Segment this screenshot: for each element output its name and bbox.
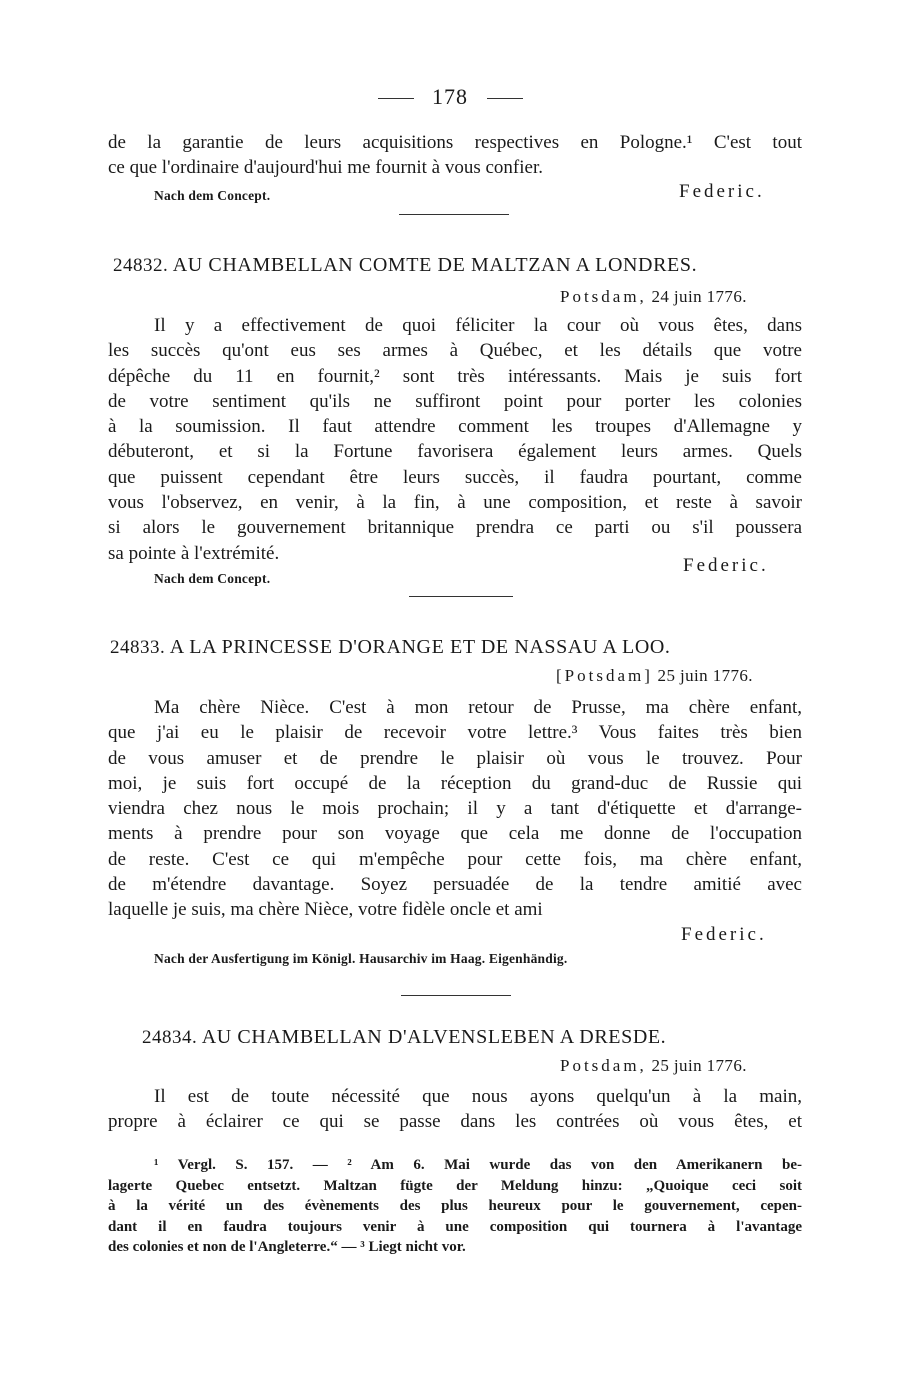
- text-line: moi, je suis fort occupé de la réception du grand-duc de Russie qui: [108, 772, 802, 794]
- text-line: Il est de toute nécessité que nous ayons quelqu'un à la main,: [154, 1086, 802, 1107]
- letter-place: Potsdam,: [560, 287, 647, 306]
- letter-dateline: [560, 1056, 747, 1076]
- letter-title: AU CHAMBELLAN D'ALVENSLEBEN A DRESDE.: [201, 1026, 667, 1048]
- text-line: dépêche du 11 en fournit,² sont très intéressants. Mais je suis fort: [108, 365, 802, 387]
- letter-number: 24832.: [113, 255, 169, 276]
- text-line: à la soumission. Il faut attendre comment les troupes d'Allemagne y: [108, 416, 802, 438]
- text-line: Il y a effectivement de quoi féliciter la cour où vous êtes, dans: [154, 315, 802, 336]
- text-line: de la garantie de leurs acquisitions respectives en Pologne.¹ C'est tout: [108, 132, 802, 153]
- text-line: que j'ai eu le plaisir de recevoir votre lettre.³ Vous faites très bien: [108, 722, 802, 744]
- letter-body: [108, 695, 802, 923]
- text-line: ce que l'ordinaire d'aujourd'hui me fournit à vous confier.: [108, 157, 543, 179]
- footnote-line: lagerte Quebec entsetzt. Maltzan fügte der Meldung hinzu: „Quoique ceci soit: [108, 1177, 802, 1194]
- letter-heading: [110, 636, 671, 659]
- source-note: Nach der Ausfertigung im Königl. Hausarchiv im Haag. Eigenhändig.: [154, 951, 568, 966]
- text-line: de reste. C'est ce qui m'empêche pour cette fois, ma chère enfant,: [108, 848, 802, 870]
- separator-rule: [401, 995, 511, 996]
- text-line: vous l'observez, en venir, à la fin, à une composition, et reste à savoir: [108, 492, 802, 514]
- source-note: Nach dem Concept.: [154, 571, 271, 586]
- letter-dateline: [556, 666, 753, 686]
- text-line: que puissent cependant être leurs succès, il faudra pourtant, comme: [108, 466, 802, 488]
- continued-letter-body: [108, 130, 802, 181]
- letter-date: 25 juin 1776.: [657, 666, 753, 685]
- text-line: sa pointe à l'extrémité.: [108, 542, 280, 564]
- letter-heading: [113, 254, 697, 277]
- letter-date: 24 juin 1776.: [651, 287, 747, 306]
- letter-heading: [142, 1026, 666, 1049]
- signature: Federic.: [681, 924, 767, 945]
- signature: Federic.: [679, 181, 765, 202]
- signature: Federic.: [683, 555, 769, 576]
- text-line: propre à éclairer ce qui se passe dans les contrées où vous êtes, et: [108, 1111, 802, 1133]
- text-line: Ma chère Nièce. C'est à mon retour de Prusse, ma chère enfant,: [154, 697, 802, 718]
- text-line: si alors le gouvernement britannique prendra ce parti ou s'il poussera: [108, 517, 802, 539]
- separator-rule: [409, 596, 513, 597]
- footnote-line: des colonies et non de l'Angleterre.“ — ³ Liegt nicht vor.: [108, 1239, 466, 1256]
- text-line: de m'étendre davantage. Soyez persuadée de la tendre amitié avec: [108, 874, 802, 896]
- text-line: de votre sentiment qu'ils ne suffiront point pour porter les colonies: [108, 390, 802, 412]
- footnote-line: dant il en faudra toujours venir à une composition qui tournera à l'avantage: [108, 1218, 802, 1235]
- page-header: [0, 84, 900, 110]
- footnote-line: ¹ Vergl. S. 157. — ² Am 6. Mai wurde das von den Amerikanern be-: [154, 1157, 802, 1173]
- text-line: laquelle je suis, ma chère Nièce, votre fidèle oncle et ami: [108, 899, 543, 921]
- text-line: viendra chez nous le mois prochain; il y a tant d'étiquette et d'arrange-: [108, 798, 802, 820]
- letter-title: AU CHAMBELLAN COMTE DE MALTZAN A LONDRES.: [172, 254, 698, 276]
- letter-dateline: [560, 287, 747, 307]
- letter-body: [108, 1084, 802, 1135]
- header-dash-right: [487, 98, 523, 99]
- text-line: débuteront, et si la Fortune favorisera également leurs armes. Quels: [108, 441, 802, 463]
- letter-title: A LA PRINCESSE D'ORANGE ET DE NASSAU A LOO.: [169, 636, 671, 658]
- separator-rule: [399, 214, 509, 215]
- text-line: de vous amuser et de prendre le plaisir où vous le trouvez. Pour: [108, 747, 802, 769]
- letter-place: [Potsdam]: [556, 666, 653, 685]
- text-line: ments à prendre pour son voyage que cela me donne de l'occupation: [108, 823, 802, 845]
- footnotes: [108, 1155, 802, 1258]
- letter-date: 25 juin 1776.: [651, 1056, 747, 1075]
- letter-number: 24833.: [110, 637, 166, 658]
- text-line: les succès qu'ont eus ses armes à Québec, et les détails que votre: [108, 340, 802, 362]
- source-note: Nach dem Concept.: [154, 188, 271, 203]
- letter-body: [108, 313, 802, 566]
- letter-place: Potsdam,: [560, 1056, 647, 1075]
- letter-number: 24834.: [142, 1027, 198, 1048]
- page-number: 178: [432, 84, 468, 109]
- footnote-line: à la vérité un des évènements des plus heureux pour le gouvernement, cepen-: [108, 1198, 802, 1215]
- header-dash-left: [378, 98, 414, 99]
